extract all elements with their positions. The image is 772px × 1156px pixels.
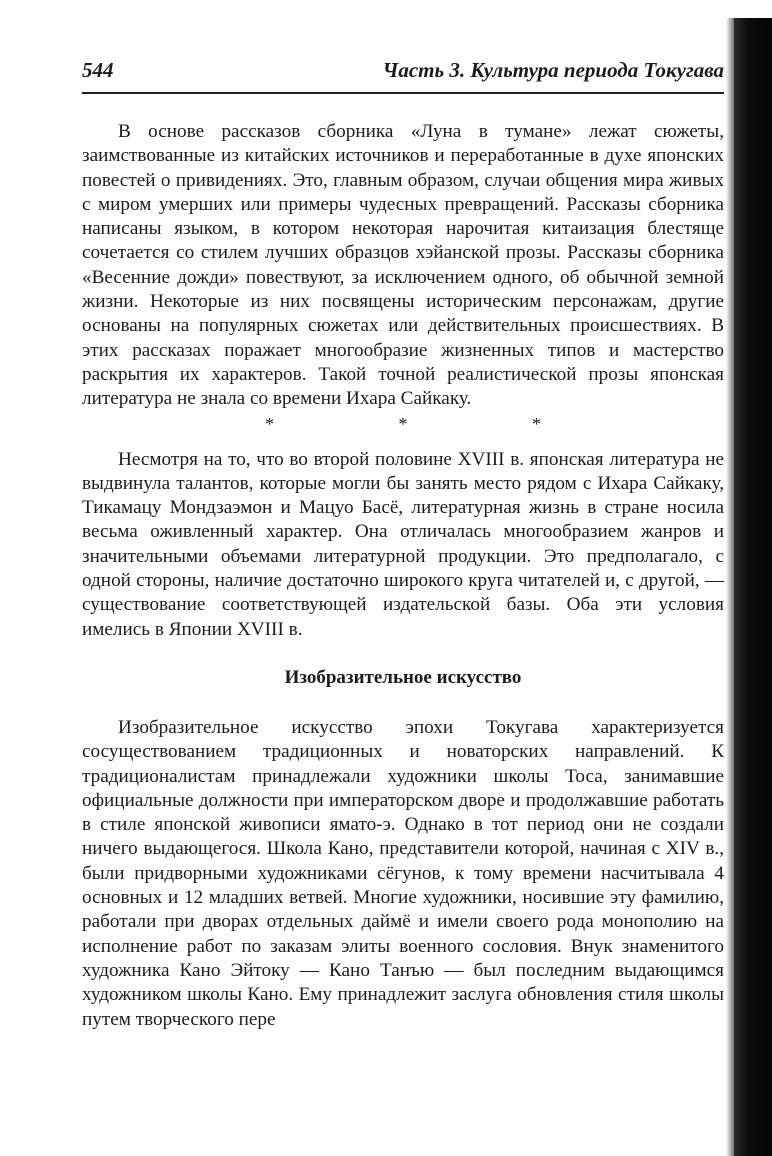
page-header	[82, 56, 724, 94]
separator-star: *	[398, 413, 408, 434]
section-heading: Изобразительное искусство	[284, 666, 522, 688]
spacer	[82, 438, 724, 448]
paragraph-3-wrapper	[82, 716, 724, 1032]
page-number: 544	[82, 58, 114, 82]
running-title: Часть 3. Культура периода Токугава	[382, 58, 724, 82]
paragraph-2: Несмотря на то, что во второй половине XVIII в. японская литература не выдвинула талантов, которые могли бы занять место рядом с Ихара Сайкаку, Тикамацу Мондзаэмон и Мацуо Басё, литературная жизнь в стране носила весьма оживленный характер. Она отличалась многообразием жанров и значительными объемами литературной продукции. Это предполагало, с одной стороны, наличие достаточно широкого круга читателей и, с другой, — существование соответствующей издательской базы. Оба эти условия имелись в Японии XVIII в.	[82, 448, 724, 640]
scan-page-edge-shadow	[734, 18, 772, 1156]
separator-star: *	[265, 413, 274, 434]
separator-star: *	[532, 413, 541, 434]
page-body	[82, 120, 724, 1032]
paragraph-3: Изобразительное искусство эпохи Токугава характеризуется сосуществованием традиционных и новаторских направлений. К традиционалистам принадлежали художники школы Тоса, занимавшие официальные должности при императорском дворе и продолжавшие работать в стиле японской живописи ямато-э. Однако в тот период они не создали ничего выдающегося. Школа Кано, представители которой, начиная с XIV в., были придворными художниками сёгунов, к тому времени насчитывала 4 основных и 12 младших ветвей. Многие художники, носившие эту фамилию, работали при дворах отдельных даймё и имели своего рода монополию на исполнение работ по заказам элиты военного сословия. Внук знаменитого художника Кано Эйтоку — Кано Танъю — был последним выдающимся художником школы Кано. Ему принадлежит заслуга обновления стиля школы путем творческого пере	[82, 716, 724, 1030]
section-separator	[82, 412, 724, 438]
paragraph-1: В основе рассказов сборника «Луна в тумане» лежат сюжеты, заимствованные из китайских источников и переработанные в духе японских повестей о привидениях. Это, главным образом, случаи общения мира живых с миром умерших или примеры чудесных превращений. Рассказы сборника написаны языком, в котором некоторая нарочитая китаизация блестяще сочетается со стилем лучших образцов хэйанской прозы. Рассказы сборника «Весенние дожди» повествуют, за исключением одного, об обычной земной жизни. Некоторые из них посвящены историческим персонажам, другие основаны на популярных сюжетах или действительных происшествиях. В этих рассказах поражает многообразие жизненных типов и мастерство раскрытия их характеров. Такой точной реалистической прозы японская литература не знала со времени Ихара Сайкаку.	[82, 121, 724, 410]
